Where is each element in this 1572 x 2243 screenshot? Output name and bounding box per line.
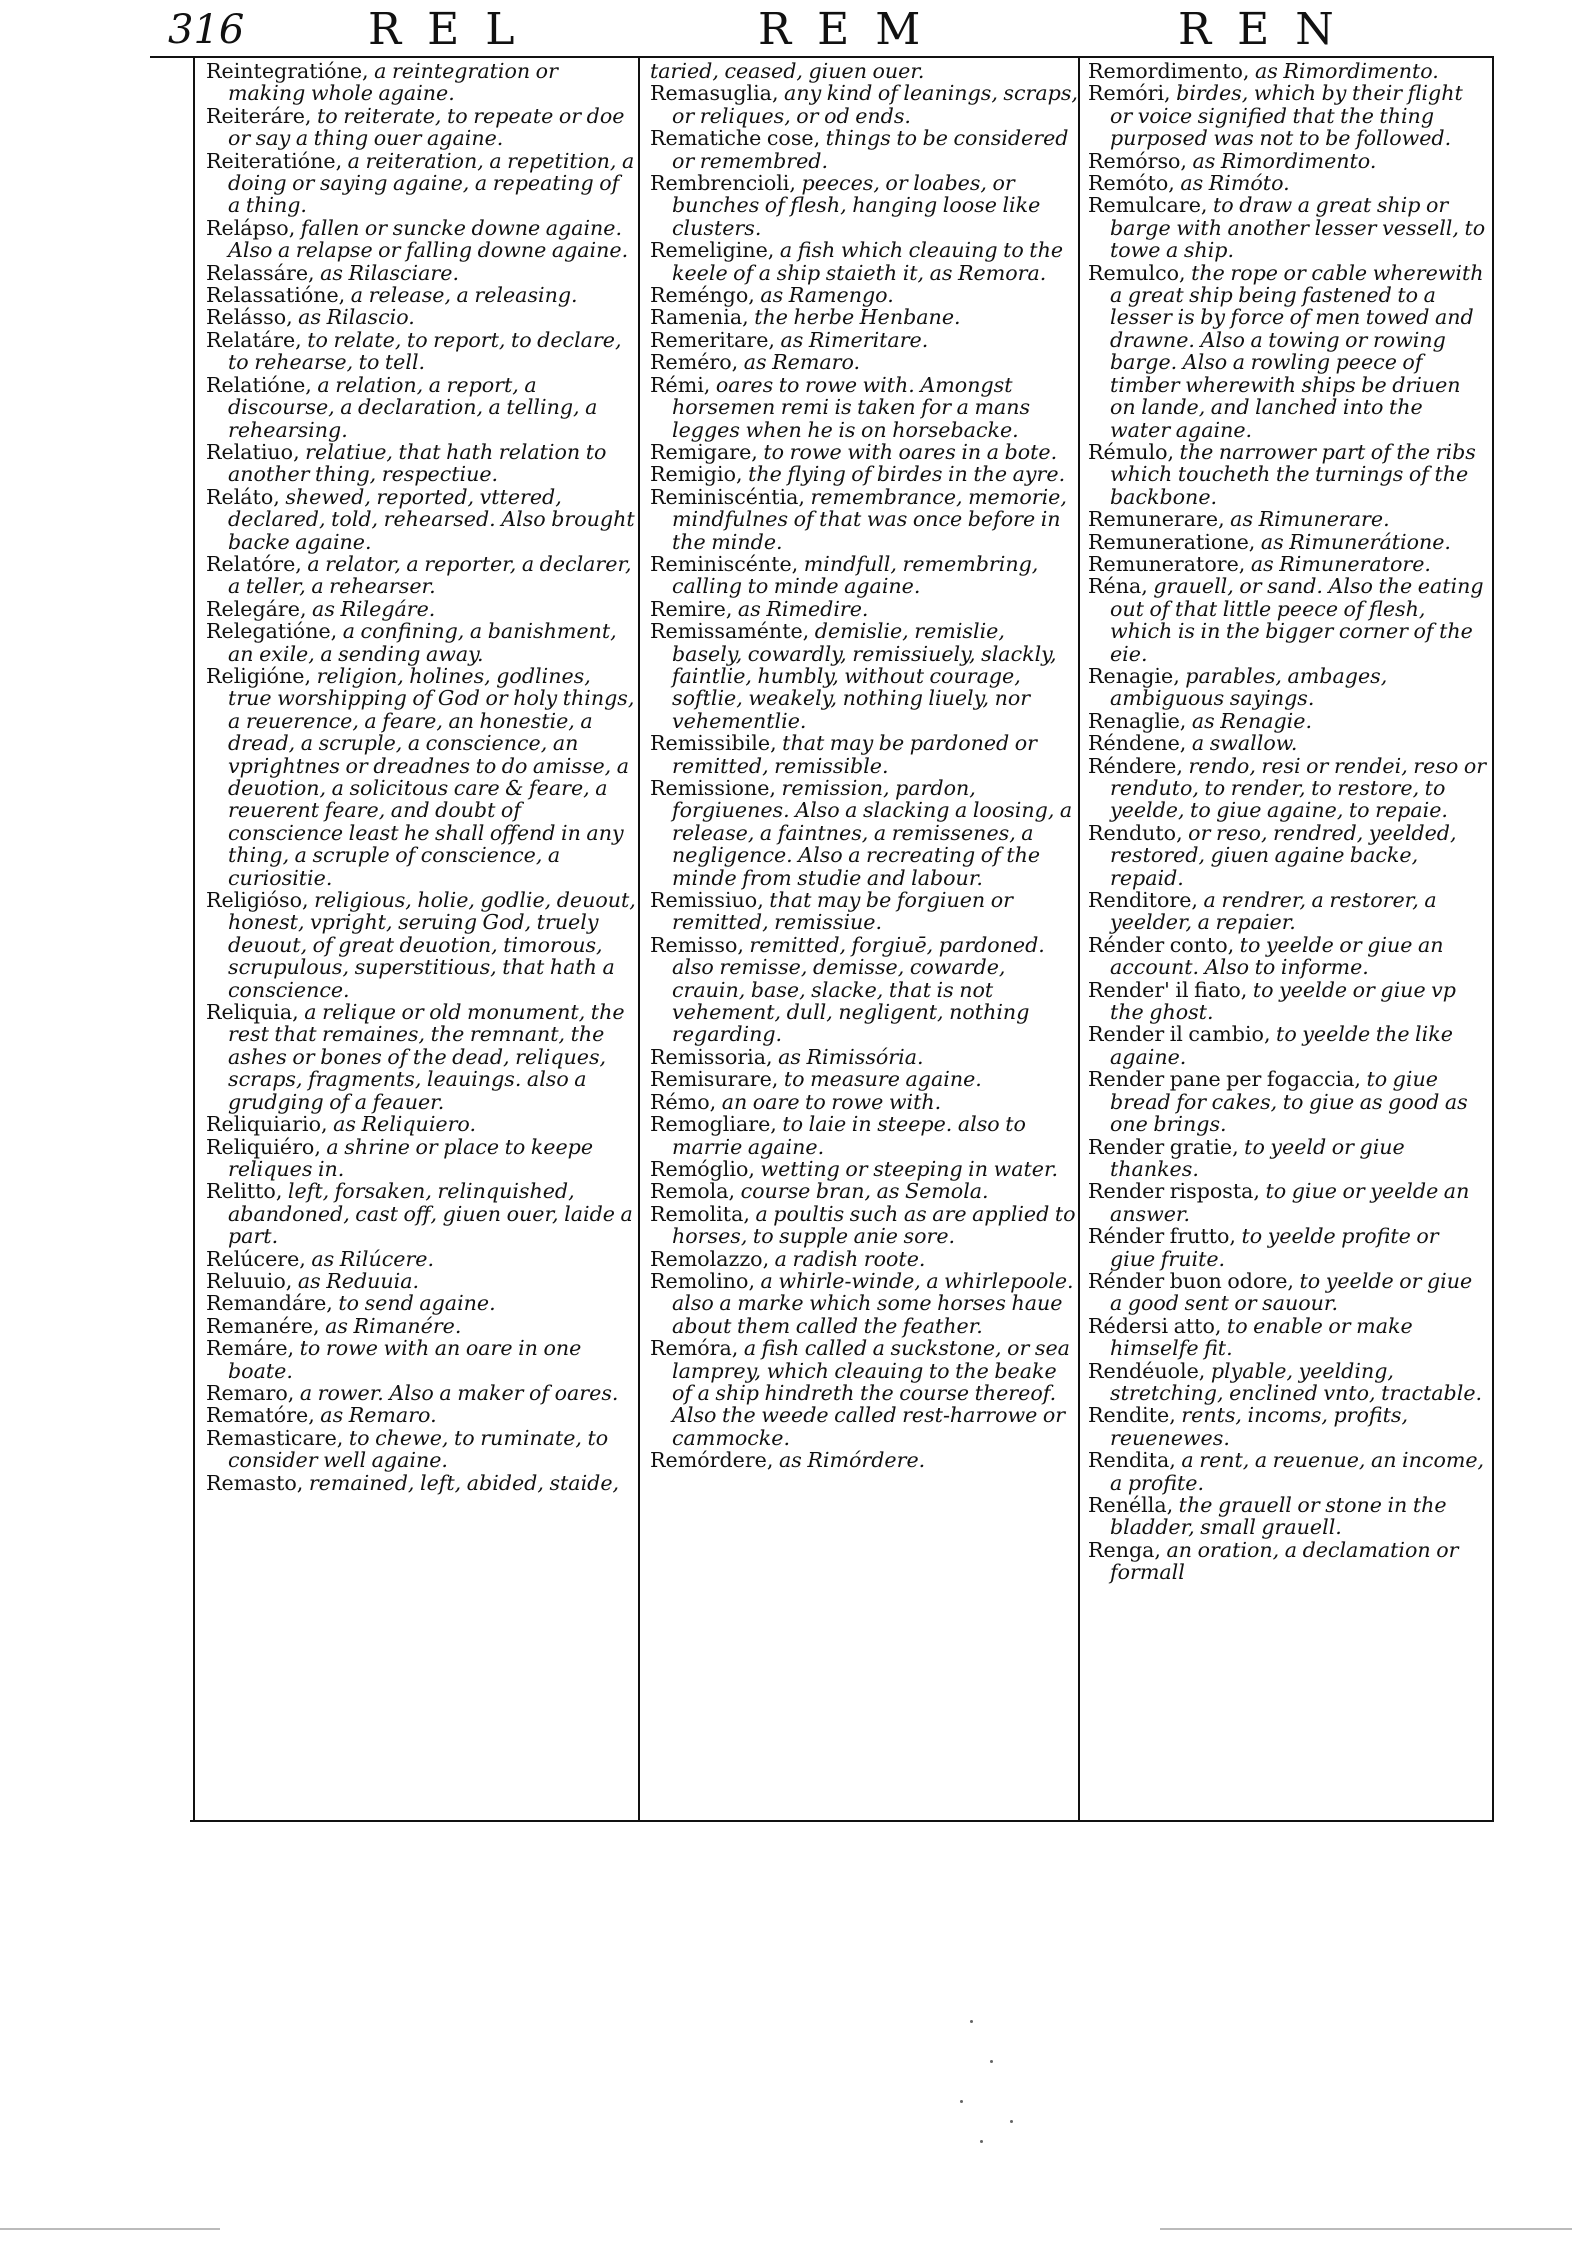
definition: as Reduuia. bbox=[292, 1268, 420, 1293]
headword: Remóri, bbox=[1088, 81, 1171, 106]
definition: religious, holie, godlie, deuout, honest, vpright, seruing God, truely deuout, of great deuotion, timorous, scrupulous, superstitious, that hath a conscience. bbox=[228, 888, 636, 1002]
dictionary-entry bbox=[1088, 1539, 1488, 1584]
headword: Relassáre, bbox=[206, 260, 315, 285]
dictionary-entry bbox=[206, 105, 636, 150]
dictionary-entry bbox=[206, 284, 636, 306]
definition: a reiteration, a repetition, a doing or saying againe, a repeating of a thing. bbox=[228, 148, 635, 218]
right-guide-word: REN bbox=[1178, 4, 1360, 55]
headword: Remolita, bbox=[650, 1201, 750, 1226]
definition: as Rimeritare. bbox=[774, 327, 929, 352]
definition: a confining, a banishment, an exile, a sending away. bbox=[228, 619, 617, 666]
definition: parables, ambages, ambiguous sayings. bbox=[1110, 663, 1388, 711]
headword: Renélla, bbox=[1088, 1493, 1174, 1517]
headword: Reliquia, bbox=[206, 1000, 299, 1025]
definition: to rowe with oares in a bote. bbox=[757, 439, 1058, 464]
dictionary-entry bbox=[206, 1001, 636, 1113]
definition: a reintegration or making whole againe. bbox=[228, 59, 558, 106]
definition: to yeelde profite or giue fruite. bbox=[1110, 1224, 1439, 1271]
definition: as Rimuneratore. bbox=[1245, 551, 1431, 576]
headword: Rénder conto, bbox=[1088, 932, 1235, 957]
headword: Rénder buon odore, bbox=[1088, 1268, 1294, 1293]
definition: an oare to rowe with. bbox=[716, 1089, 942, 1114]
headword: Render risposta, bbox=[1088, 1179, 1260, 1204]
headword: Remuneratore, bbox=[1088, 551, 1246, 576]
definition: shewed, reported, vttered, declared, told, rehearsed. Also brought backe againe. bbox=[228, 484, 635, 554]
dictionary-entry bbox=[206, 150, 636, 217]
definition: a rent, a reuenue, an income, a profite. bbox=[1110, 1448, 1485, 1495]
headword: Remulco, bbox=[1088, 260, 1186, 285]
dictionary-entry bbox=[206, 1382, 636, 1404]
definition: demislie, remislie, basely, cowardly, remissiuely, slackly, faintlie, humbly, without courage, softlie, weakely, nothing liuely, nor vehementlie. bbox=[672, 619, 1057, 733]
dictionary-entry bbox=[650, 329, 1080, 351]
definition: a shrine or place to keepe reliques in. bbox=[228, 1134, 594, 1181]
dictionary-entry bbox=[206, 262, 636, 284]
headword: Remisurare, bbox=[650, 1067, 779, 1092]
dictionary-entry bbox=[650, 889, 1080, 934]
dictionary-entry bbox=[650, 441, 1080, 463]
scan-edge-line-left bbox=[0, 2228, 220, 2230]
headword: Remasticare, bbox=[206, 1425, 344, 1450]
definition: birdes, which by their flight or voice signified that the thing purposed was not to be followed. bbox=[1110, 81, 1463, 151]
definition: to yeelde or giue vp the ghost. bbox=[1110, 977, 1456, 1025]
definition: a radish roote. bbox=[769, 1246, 926, 1271]
definition: the flying of birdes in the ayre. bbox=[742, 462, 1066, 487]
headword: Reláto, bbox=[206, 484, 280, 509]
dictionary-entry bbox=[206, 1472, 636, 1494]
definition: peeces, or loabes, or bunches of flesh, hanging loose like clusters. bbox=[672, 171, 1041, 240]
definition: to enable or make himselfe fit. bbox=[1110, 1313, 1413, 1361]
dictionary-entry bbox=[650, 1203, 1080, 1248]
dictionary-entry bbox=[1088, 82, 1488, 149]
definition: grauell, or sand. Also the eating out of that little peece of flesh, which is in the bigger corner of the eie. bbox=[1110, 574, 1484, 666]
dictionary-entry bbox=[1088, 194, 1488, 261]
definition: a fish called a suckstone, or sea lamprey, which cleauing to the beake of a ship hindreth the course thereof. Also the weede called rest-harrowe or cammocke. bbox=[672, 1336, 1070, 1450]
dictionary-entry bbox=[650, 598, 1080, 620]
dictionary-entry bbox=[650, 172, 1080, 239]
headword: Relápso, bbox=[206, 215, 296, 240]
headword: Reintegratióne, bbox=[206, 59, 369, 83]
dictionary-entry bbox=[650, 127, 1080, 172]
dictionary-entry bbox=[650, 463, 1080, 485]
headword: Remaro, bbox=[206, 1380, 295, 1405]
dictionary-entry bbox=[206, 1337, 636, 1382]
headword: Rénder frutto, bbox=[1088, 1224, 1236, 1249]
definition: relatiue, that hath relation to another thing, respectiue. bbox=[228, 439, 607, 487]
definition: left, forsaken, relinquished, abandoned, cast off, giuen ouer, laide a part. bbox=[228, 1179, 633, 1249]
headword: Rendite, bbox=[1088, 1403, 1176, 1428]
dictionary-entry bbox=[206, 486, 636, 553]
scan-edge-line-right bbox=[1160, 2228, 1572, 2230]
dictionary-entry bbox=[1088, 262, 1488, 441]
headword: Relatóre, bbox=[206, 551, 302, 576]
dictionary-entry bbox=[1088, 1449, 1488, 1494]
scan-speckles bbox=[950, 2000, 1070, 2160]
bottom-rule bbox=[190, 1820, 1494, 1822]
right-border-rule bbox=[1492, 56, 1494, 1821]
definition: a relique or old monument, the rest that remaines, the remnant, the ashes or bones of the dead, reliques, scraps, fragments, leauings. also a grudging of a feauer. bbox=[228, 1000, 625, 1114]
headword: Reméngo, bbox=[650, 283, 755, 308]
definition: as Rimunerátione. bbox=[1255, 529, 1451, 554]
definition: a poultis such as are applied to horses, to supple anie sore. bbox=[672, 1201, 1076, 1249]
definition: or reso, rendred, yeelded, restored, giuen againe backe, repaid. bbox=[1110, 820, 1457, 890]
dictionary-entry bbox=[650, 553, 1080, 598]
definition: course bran, as Semola. bbox=[735, 1179, 989, 1204]
dictionary-entry bbox=[1088, 755, 1488, 822]
definition: rendo, resi or rendei, reso or renduto, to render, to restore, to yeelde, to giue againe, to repaie. bbox=[1110, 753, 1487, 823]
dictionary-entry bbox=[1088, 1068, 1488, 1135]
headword: Rémi, bbox=[650, 372, 711, 397]
definition: remission, pardon, forgiuenes. Also a slacking a loosing, a release, a faintnes, a remissenes, a negligence. Also a recreating of the minde from studie and labour. bbox=[672, 776, 1073, 890]
dictionary-entry bbox=[650, 1248, 1080, 1270]
dictionary-entry bbox=[206, 1315, 636, 1337]
dictionary-entry bbox=[1088, 1180, 1488, 1225]
definition: to yeelde the like againe. bbox=[1110, 1022, 1453, 1069]
definition: oares to rowe with. Amongst horsemen remi is taken for a mans legges when he is on horsebacke. bbox=[672, 372, 1031, 442]
dictionary-entry bbox=[206, 1404, 636, 1426]
definition: to rowe with an oare in one boate. bbox=[228, 1336, 582, 1383]
headword: Relúcere, bbox=[206, 1246, 306, 1271]
definition: as Rilasciare. bbox=[314, 260, 460, 285]
dictionary-entry bbox=[1088, 1360, 1488, 1405]
headword: Remola, bbox=[650, 1179, 736, 1204]
headword: Remáre, bbox=[206, 1336, 295, 1361]
dictionary-entry bbox=[650, 1180, 1080, 1202]
headword: Remórdere, bbox=[650, 1448, 774, 1473]
headword: Remunerare, bbox=[1088, 507, 1225, 532]
column-right bbox=[1088, 60, 1488, 1584]
dictionary-entry bbox=[650, 284, 1080, 306]
definition: to yeelde or giue a good sent or sauour. bbox=[1110, 1268, 1473, 1316]
dictionary-entry bbox=[650, 1158, 1080, 1180]
headword: Rematóre, bbox=[206, 1403, 315, 1428]
definition: an oration, a declamation or formall bbox=[1110, 1537, 1459, 1585]
dictionary-entry bbox=[206, 306, 636, 328]
definition: as Rimordimento. bbox=[1249, 59, 1439, 83]
dictionary-entry bbox=[1088, 1136, 1488, 1181]
definition: a relator, a reporter, a declarer, a teller, a rehearser. bbox=[228, 551, 632, 599]
headword: Remisso, bbox=[650, 932, 744, 957]
headword: Relassatióne, bbox=[206, 283, 346, 308]
headword: Render il cambio, bbox=[1088, 1022, 1271, 1047]
headword: Remuneratione, bbox=[1088, 529, 1256, 554]
definition: a relation, a report, a discourse, a declaration, a telling, a rehearsing. bbox=[228, 372, 598, 442]
dictionary-entry bbox=[1088, 150, 1488, 172]
headword: Remandáre, bbox=[206, 1291, 333, 1316]
dictionary-entry bbox=[1088, 172, 1488, 194]
headword: Remeligine, bbox=[650, 238, 775, 263]
dictionary-entry bbox=[1088, 732, 1488, 754]
headword: Rémo, bbox=[650, 1089, 717, 1114]
dictionary-entry bbox=[1088, 441, 1488, 508]
definition: the herbe Henbane. bbox=[748, 305, 961, 330]
dictionary-entry bbox=[650, 732, 1080, 777]
definition: a swallow. bbox=[1186, 731, 1298, 756]
dictionary-entry bbox=[206, 374, 636, 441]
headword: Render' il fiato, bbox=[1088, 977, 1248, 1002]
headword: Renduto, bbox=[1088, 820, 1183, 845]
definition: as Ramengo. bbox=[754, 283, 894, 308]
headword: Remire, bbox=[650, 596, 733, 621]
definition: to yeelde or giue an account. Also to informe. bbox=[1110, 932, 1444, 980]
dictionary-entry bbox=[1088, 710, 1488, 732]
headword: Remeritare, bbox=[650, 327, 775, 352]
dictionary-entry bbox=[650, 777, 1080, 889]
header-rule bbox=[150, 56, 1494, 58]
dictionary-entry bbox=[1088, 1023, 1488, 1068]
headword: Remissoria, bbox=[650, 1044, 773, 1069]
definition: to relate, to report, to declare, to rehearse, to tell. bbox=[228, 327, 622, 375]
headword: Relegáre, bbox=[206, 596, 307, 621]
left-guide-word: REL bbox=[368, 4, 541, 55]
dictionary-entry bbox=[206, 1270, 636, 1292]
definition: as Rimóto. bbox=[1174, 171, 1290, 196]
dictionary-entry bbox=[650, 1270, 1080, 1337]
definition: religion, holines, godlines, true worshipping of God or holy things, a reuerence, a feare, an honestie, a dread, a scruple, a conscience, an vprightnes or dreadnes to do amisse, a deuotion, a solicitous care & feare, a reuerent feare, and doubt of conscience least he shall offend in any thing, a scruple of conscience, a curiositie. bbox=[228, 663, 635, 890]
dictionary-entry bbox=[650, 82, 1080, 127]
headword: Remóto, bbox=[1088, 171, 1175, 196]
dictionary-entry bbox=[206, 1292, 636, 1314]
dictionary-entry bbox=[650, 620, 1080, 732]
definition: as Rilascio. bbox=[292, 305, 415, 330]
headword: Religióne, bbox=[206, 663, 312, 688]
definition: to laie in steepe. also to marrie againe. bbox=[672, 1112, 1026, 1159]
definition: remained, left, abided, staide, bbox=[303, 1470, 620, 1495]
column-rule-1 bbox=[638, 56, 640, 1821]
headword: Rendita, bbox=[1088, 1448, 1176, 1473]
center-guide-word: REM bbox=[758, 4, 947, 55]
dictionary-entry bbox=[650, 306, 1080, 328]
dictionary-entry bbox=[1088, 979, 1488, 1024]
headword: Relásso, bbox=[206, 305, 293, 330]
definition: as Rilegáre. bbox=[306, 596, 436, 621]
definition: to chewe, to ruminate, to consider well againe. bbox=[228, 1425, 609, 1473]
headword: Rémulo, bbox=[1088, 439, 1175, 464]
headword: Ramenia, bbox=[650, 305, 749, 330]
definition: any kind of leanings, scraps, or reliques, or od ends. bbox=[672, 81, 1078, 128]
headword: Relatiuo, bbox=[206, 439, 300, 464]
dictionary-entry bbox=[206, 889, 636, 1001]
headword: Reliquiéro, bbox=[206, 1134, 321, 1159]
dictionary-entry bbox=[1088, 889, 1488, 934]
dictionary-entry bbox=[650, 1068, 1080, 1090]
dictionary-entry bbox=[206, 441, 636, 486]
dictionary-entry bbox=[650, 60, 1080, 82]
dictionary-entry bbox=[1088, 1315, 1488, 1360]
dictionary-entry bbox=[1088, 60, 1488, 82]
definition: to draw a great ship or barge with another lesser vessell, to towe a ship. bbox=[1110, 193, 1486, 263]
headword: Remissiuo, bbox=[650, 888, 764, 913]
dictionary-entry bbox=[650, 351, 1080, 373]
headword: Reliquiario, bbox=[206, 1112, 328, 1137]
headword: Réndere, bbox=[1088, 753, 1183, 778]
dictionary-entry bbox=[650, 486, 1080, 553]
headword: Rendéuole, bbox=[1088, 1358, 1206, 1383]
headword: Remanére, bbox=[206, 1313, 320, 1338]
definition: to send againe. bbox=[332, 1291, 496, 1316]
headword: Remasuglia, bbox=[650, 81, 779, 106]
definition: rents, incoms, profits, reuenewes. bbox=[1110, 1403, 1409, 1450]
definition: as Remaro. bbox=[314, 1403, 437, 1428]
definition: a release, a releasing. bbox=[345, 283, 578, 308]
definition: as Rimedire. bbox=[732, 596, 869, 621]
headword: Remissibile, bbox=[650, 731, 777, 756]
headword: Réndene, bbox=[1088, 731, 1187, 756]
headword: Remogliare, bbox=[650, 1112, 777, 1137]
dictionary-entry bbox=[1088, 822, 1488, 889]
definition: as Renagie. bbox=[1186, 708, 1313, 733]
dictionary-entry bbox=[1088, 665, 1488, 710]
headword: Reminiscénte, bbox=[650, 551, 799, 576]
dictionary-entry bbox=[206, 1427, 636, 1472]
dictionary-entry bbox=[1088, 1404, 1488, 1449]
definition: as Reliquiero. bbox=[327, 1112, 477, 1137]
dictionary-entry bbox=[650, 1337, 1080, 1449]
headword: Remulcare, bbox=[1088, 193, 1208, 218]
dictionary-entry bbox=[1088, 508, 1488, 530]
headword: Reiteratióne, bbox=[206, 148, 343, 173]
dictionary-entry bbox=[650, 374, 1080, 441]
definition: a rower. Also a maker of oares. bbox=[294, 1380, 619, 1405]
dictionary-entry bbox=[650, 934, 1080, 1046]
headword: Reméro, bbox=[650, 350, 739, 375]
headword: Remissione, bbox=[650, 776, 776, 800]
dictionary-entry bbox=[1088, 575, 1488, 665]
definition: plyable, yeelding, stretching, enclined vnto, tractable. bbox=[1110, 1358, 1483, 1405]
headword: Reluuio, bbox=[206, 1268, 293, 1293]
definition: as Rimunerare. bbox=[1224, 507, 1390, 532]
dictionary-entry bbox=[1088, 1225, 1488, 1270]
dictionary-entry bbox=[206, 620, 636, 665]
dictionary-entry bbox=[1088, 934, 1488, 979]
dictionary-entry bbox=[650, 1046, 1080, 1068]
definition: mindfull, remembring, calling to minde againe. bbox=[672, 551, 1039, 599]
dictionary-entry bbox=[206, 553, 636, 598]
definition: that may be pardoned or remitted, remissible. bbox=[672, 731, 1038, 778]
headword: Renagie, bbox=[1088, 663, 1180, 688]
headword: Reminiscéntia, bbox=[650, 484, 805, 509]
headword: Renga, bbox=[1088, 1537, 1161, 1562]
definition: as Remaro. bbox=[738, 350, 861, 375]
dictionary-entry bbox=[206, 665, 636, 889]
dictionary-entry bbox=[206, 217, 636, 262]
definition: the narrower part of the ribs which toucheth the turnings of the backbone. bbox=[1110, 439, 1476, 509]
column-middle bbox=[650, 60, 1080, 1472]
definition: to giue bread for cakes, to giue as good as one brings. bbox=[1110, 1067, 1468, 1137]
dictionary-entry bbox=[206, 329, 636, 374]
headword: Relitto, bbox=[206, 1179, 283, 1204]
page-number: 316 bbox=[168, 7, 245, 53]
headword: Remissaménte, bbox=[650, 619, 810, 644]
definition: remembrance, memorie, mindfulnes of that was once before in the minde. bbox=[672, 484, 1067, 554]
headword: Renaglie, bbox=[1088, 708, 1187, 733]
definition: to yeeld or giue thankes. bbox=[1110, 1134, 1405, 1181]
headword: Rédersi atto, bbox=[1088, 1313, 1222, 1338]
definition: taried, ceased, giuen ouer. bbox=[650, 59, 925, 83]
definition: as Rimordimento. bbox=[1186, 148, 1377, 173]
headword: Religióso, bbox=[206, 888, 309, 913]
definition: as Rilúcere. bbox=[305, 1246, 435, 1271]
dictionary-entry bbox=[650, 1113, 1080, 1158]
running-header bbox=[168, 6, 1498, 54]
definition: a rendrer, a restorer, a yeelder, a repaier. bbox=[1110, 888, 1437, 935]
headword: Remolino, bbox=[650, 1268, 755, 1293]
headword: Remóra, bbox=[650, 1336, 739, 1361]
definition: remitted, forgiuē, pardoned. also remisse, demisse, cowarde, crauin, base, slacke, that is not vehement, dull, negligent, nothing regarding. bbox=[672, 932, 1045, 1047]
left-border-rule bbox=[193, 56, 195, 1821]
dictionary-entry bbox=[206, 1180, 636, 1247]
definition: things to be considered or remembred. bbox=[672, 126, 1069, 173]
headword: Remasto, bbox=[206, 1470, 304, 1495]
column-left bbox=[206, 60, 636, 1494]
definition: to giue or yeelde an answer. bbox=[1110, 1179, 1470, 1226]
definition: the grauell or stone in the bladder, small grauell. bbox=[1110, 1493, 1447, 1540]
dictionary-entry bbox=[206, 60, 636, 105]
definition: fallen or suncke downe againe. Also a relapse or falling downe againe. bbox=[228, 215, 629, 263]
headword: Remórso, bbox=[1088, 148, 1187, 173]
definition: wetting or steeping in water. bbox=[754, 1156, 1059, 1181]
dictionary-entry bbox=[206, 1113, 636, 1135]
dictionary-entry bbox=[1088, 1494, 1488, 1539]
dictionary-entry bbox=[1088, 553, 1488, 575]
dictionary-entry bbox=[206, 1136, 636, 1181]
definition: to reiterate, to repeate or doe or say a thing ouer againe. bbox=[228, 103, 625, 151]
definition: as Rimanére. bbox=[319, 1313, 462, 1338]
definition: as Rimórdere. bbox=[773, 1448, 926, 1473]
definition: a whirle-winde, a whirlepoole. also a marke which some horses haue about them called the feather. bbox=[672, 1268, 1074, 1338]
headword: Rembrencioli, bbox=[650, 171, 796, 196]
dictionary-entry bbox=[1088, 1270, 1488, 1315]
headword: Remóglio, bbox=[650, 1156, 755, 1181]
headword: Remordimento, bbox=[1088, 59, 1250, 83]
headword: Remigio, bbox=[650, 462, 743, 487]
definition: to measure againe. bbox=[778, 1067, 982, 1092]
definition: as Rimissória. bbox=[772, 1044, 924, 1069]
dictionary-entry bbox=[206, 1248, 636, 1270]
definition: the rope or cable wherewith a great ship being fastened to a lesser is by force of men towed and drawne. Also a towing or rowing barge. Also a rowling peece of timber wherewith ships be driuen on lande, and lanched into the water againe. bbox=[1110, 260, 1484, 442]
dictionary-entry bbox=[650, 1449, 1080, 1471]
headword: Renditore, bbox=[1088, 888, 1198, 913]
dictionary-entry bbox=[650, 239, 1080, 284]
dictionary-entry bbox=[650, 1091, 1080, 1113]
headword: Render pane per fogaccia, bbox=[1088, 1067, 1361, 1092]
headword: Relegatióne, bbox=[206, 619, 338, 644]
headword: Relatáre, bbox=[206, 327, 302, 352]
headword: Render gratie, bbox=[1088, 1134, 1239, 1159]
dictionary-entry bbox=[206, 598, 636, 620]
definition: a fish which cleauing to the keele of a ship staieth it, as Remora. bbox=[672, 238, 1064, 285]
headword: Remolazzo, bbox=[650, 1246, 770, 1271]
definition: that may be forgiuen or remitted, remissiue. bbox=[672, 888, 1013, 935]
headword: Remigare, bbox=[650, 439, 758, 464]
headword: Réna, bbox=[1088, 574, 1148, 599]
headword: Relatióne, bbox=[206, 372, 312, 397]
dictionary-entry bbox=[1088, 531, 1488, 553]
headword: Rematiche cose, bbox=[650, 126, 821, 151]
headword: Reiteráre, bbox=[206, 103, 312, 128]
